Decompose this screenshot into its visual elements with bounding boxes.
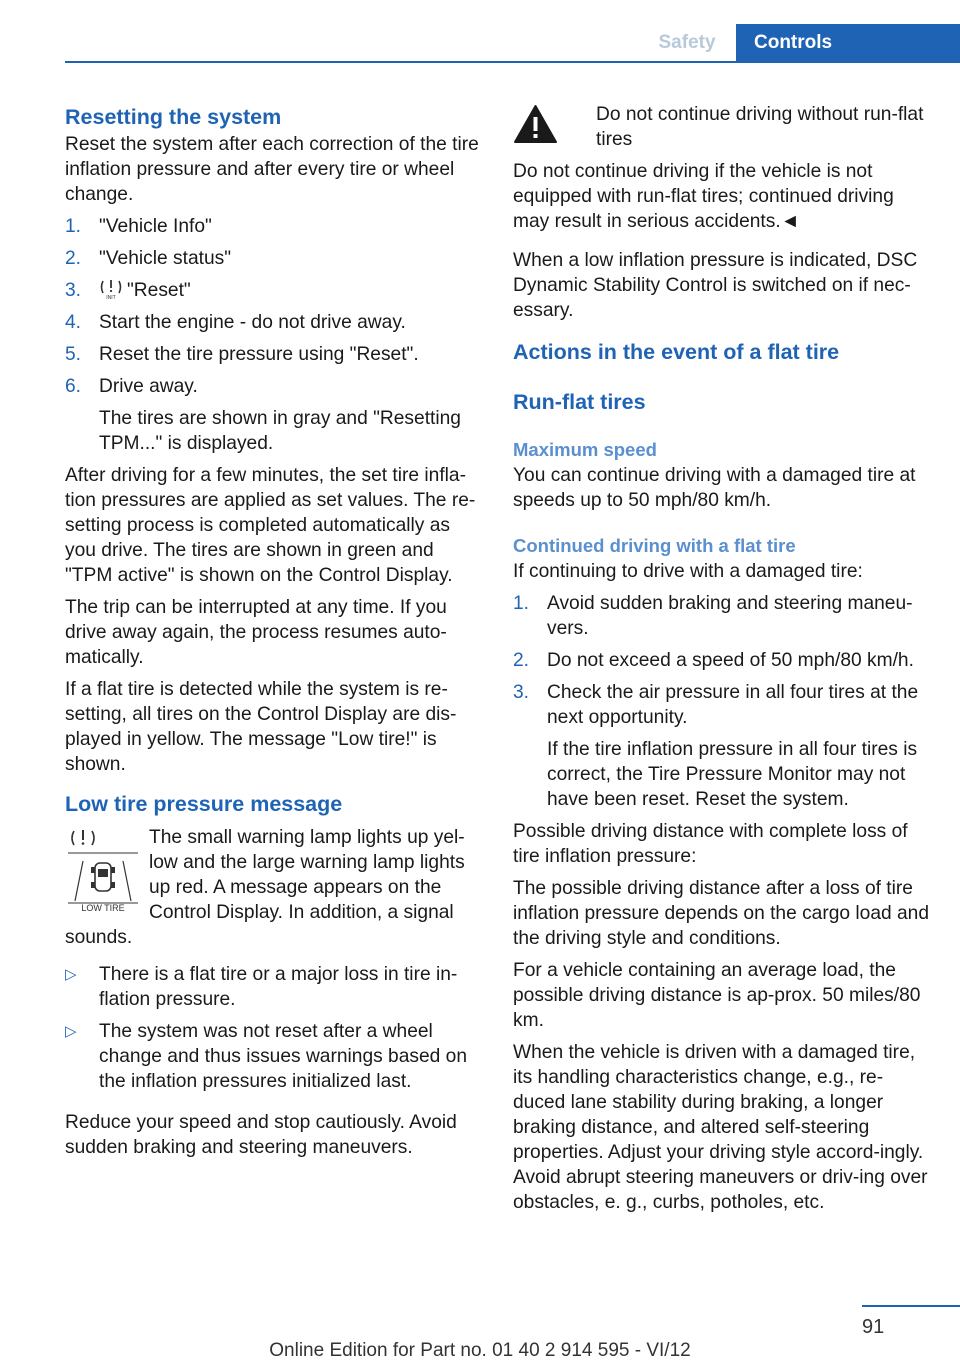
step-number: 3. — [65, 280, 82, 301]
list-item — [65, 962, 480, 1012]
reset-steps-list — [65, 214, 480, 456]
step-text: Drive away. — [99, 376, 198, 397]
heading-low-tire-pressure: Low tire pressure message — [65, 792, 343, 816]
heading-resetting-system: Resetting the system — [65, 105, 282, 129]
svg-text:INIT: INIT — [106, 295, 116, 300]
heading-actions-flat-tire: Actions in the event of a flat tire — [513, 340, 840, 364]
tab-safety[interactable]: Safety — [638, 24, 736, 62]
reset-intro: Reset the system after each correction of the tire inflation pressure and after every tire or wheel change. — [65, 134, 479, 205]
step-subtext: The tires are shown in gray and "Resetting TPM..." is displayed. — [99, 408, 461, 454]
warning-causes-list — [65, 962, 480, 1094]
step-number: 6. — [65, 376, 82, 397]
warning-title: Do not continue driving without run-flat tires — [596, 104, 924, 150]
dsc-text: When a low inflation pressure is indicated, DSC Dynamic Stability Control is switched on if nec-essary. — [513, 250, 918, 321]
list-item — [65, 214, 480, 239]
tab-controls[interactable]: Controls — [736, 24, 960, 62]
step-subtext: If the tire inflation pressure in all four tires is correct, the Tire Pressure Monitor may not have been reset. Reset the system. — [547, 739, 918, 810]
list-item — [65, 310, 480, 335]
trip-text: The trip can be interrupted at any time. If you drive away again, the process resumes auto-matically. — [65, 597, 447, 668]
step-text: "Vehicle status" — [99, 248, 232, 269]
list-item — [513, 591, 931, 641]
list-item — [65, 278, 480, 303]
reduce-speed-text: Reduce your speed and stop cautiously. Avoid sudden braking and steering maneuvers. — [65, 1112, 457, 1158]
header-rule — [65, 61, 960, 63]
low-tire-warning-icon — [65, 827, 141, 911]
low-tire-icon-label: LOW TIRE — [81, 903, 125, 911]
step-text: Start the engine - do not drive away. — [99, 312, 406, 333]
step-number: 1. — [65, 216, 82, 237]
step-text: Reset the tire pressure using "Reset". — [99, 344, 419, 365]
step-text: Check the air pressure in all four tires at the next opportunity. — [547, 682, 919, 728]
list-item — [513, 680, 931, 812]
list-item — [65, 374, 480, 456]
heading-continued-driving: Continued driving with a flat tire — [513, 535, 796, 556]
warning-triangle-icon — [513, 104, 558, 144]
step-number: 2. — [513, 650, 530, 671]
triangle-bullet-icon: ▷ — [65, 1023, 77, 1040]
heading-run-flat-tires: Run-flat tires — [513, 390, 646, 414]
step-number: 3. — [513, 682, 530, 703]
triangle-bullet-icon: ▷ — [65, 966, 77, 983]
list-item — [513, 648, 931, 673]
section-tabs — [638, 24, 960, 62]
possible-distance-text-3: For a vehicle containing an average load, the possible driving distance is ap-prox. 50 miles/80 km. — [513, 960, 921, 1031]
step-number: 5. — [65, 344, 82, 365]
after-driving-text: After driving for a few minutes, the set tire infla-tion pressures are applied as set values. The re-setting process is completed automatically as you drive. The tires are shown in green and "TPM active" is shown on the Control Display. — [65, 465, 476, 586]
bullet-text: There is a flat tire or a major loss in tire in-flation pressure. — [99, 964, 458, 1010]
low-tire-text: The small warning lamp lights up yel-low and the large warning lamp lights up red. A message appears on the Control Display. In addition, a signal sounds. — [65, 827, 465, 948]
possible-distance-text-1: Possible driving distance with complete loss of tire inflation pressure: — [513, 821, 908, 867]
list-item — [65, 342, 480, 367]
step-text: Do not exceed a speed of 50 mph/80 km/h. — [547, 650, 914, 671]
warning-block — [513, 102, 931, 152]
step-number: 2. — [65, 248, 82, 269]
bullet-text: The system was not reset after a wheel change and thus issues warnings based on the inflation pressures initialized last. — [99, 1021, 468, 1092]
step-text: Avoid sudden braking and steering maneu-vers. — [547, 593, 913, 639]
page-number: 91 — [862, 1316, 885, 1338]
flat-detected-text: If a flat tire is detected while the system is re-setting, all tires on the Control Display are dis-played in yellow. The message "Low tire!" is shown. — [65, 679, 457, 775]
tpm-init-icon — [99, 278, 123, 300]
footer-rule — [862, 1305, 960, 1307]
possible-distance-text-2: The possible driving distance after a loss of tire inflation pressure depends on the cargo load and the driving style and conditions. — [513, 878, 930, 949]
heading-maximum-speed: Maximum speed — [513, 439, 657, 460]
low-tire-block — [65, 825, 480, 950]
left-column — [65, 102, 480, 1167]
continued-intro: If continuing to drive with a damaged tire: — [513, 561, 863, 582]
step-text: "Reset" — [127, 280, 191, 301]
right-column — [513, 102, 931, 1222]
continued-steps-list — [513, 591, 931, 812]
step-text: "Vehicle Info" — [99, 216, 212, 237]
possible-distance-text-4: When the vehicle is driven with a damaged tire, its handling characteristics change, e.g., re-duced lane stability during braking, a longer braking distance, and altered self-steering properties. Adjust your driving style accord-ingly. Avoid abrupt steering maneuvers or driv-ing over obstacles, e. g., curbs, potholes, etc. — [513, 1042, 928, 1213]
edition-footer: Online Edition for Part no. 01 40 2 914 595 - VI/12 — [269, 1340, 691, 1361]
maximum-speed-text: You can continue driving with a damaged tire at speeds up to 50 mph/80 km/h. — [513, 465, 916, 511]
step-number: 1. — [513, 593, 530, 614]
warning-text: Do not continue driving if the vehicle is not equipped with run-flat tires; continued driving may result in serious accidents.◄ — [513, 161, 894, 232]
list-item — [65, 246, 480, 271]
list-item — [65, 1019, 480, 1094]
step-number: 4. — [65, 312, 82, 333]
